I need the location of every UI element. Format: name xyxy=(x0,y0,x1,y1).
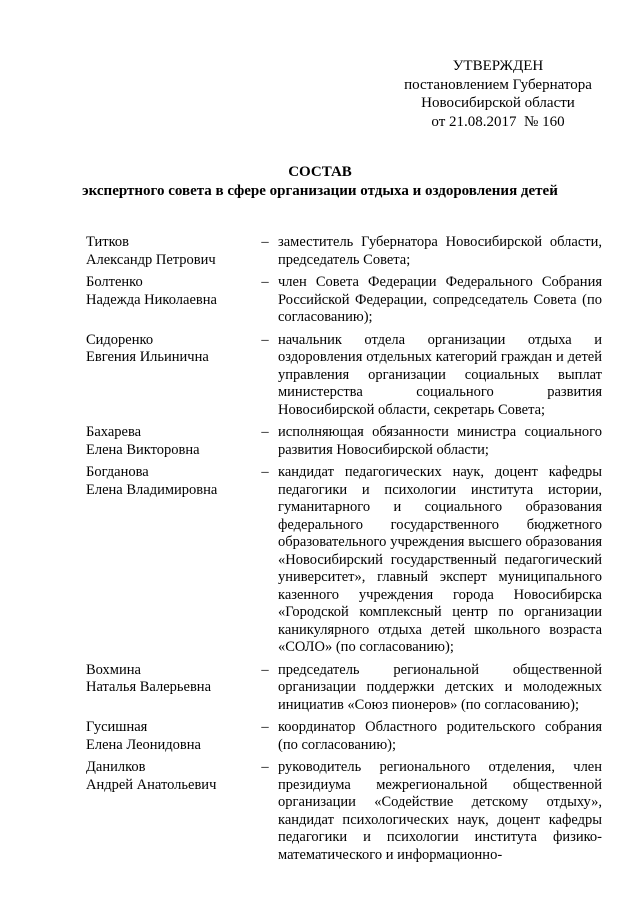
member-role: начальник отдела организации отдыха и оздоровления отдельных категорий граждан и детей управления организации социальных выплат министерства социального развития Новосибирской области, секретарь Совета; xyxy=(278,331,602,418)
document-title xyxy=(0,163,640,201)
member-role: кандидат педагогических наук, доцент кафедры педагогики и психологии института истории, гуманитарного и социального образования федерального государственного бюджетного образовательного учреждения высшего образования «Новосибирский государственный педагогический университет», главный эксперт муниципального казенного учреждения города Новосибирска «Городской комплексный центр по организации каникулярного отдыха детей школьного возраста «СОЛО» (по согласованию); xyxy=(278,464,602,655)
dash: – xyxy=(261,759,269,775)
member-role: исполняющая обязанности министра социального развития Новосибирской области; xyxy=(278,424,602,458)
member-given-name: Евгения Ильинична xyxy=(86,349,209,365)
member-surname: Вохмина xyxy=(86,661,141,678)
member-surname: Сидоренко xyxy=(86,331,154,348)
member-name xyxy=(86,234,256,269)
dash: – xyxy=(261,719,269,735)
member-row xyxy=(86,719,602,754)
member-name xyxy=(86,719,256,754)
member-given-name: Надежда Николаевна xyxy=(86,291,217,308)
member-role: координатор Областного родительского собрания (по согласованию); xyxy=(278,719,602,753)
member-given-name: Елена Леонидовна xyxy=(86,736,201,753)
title-heading: СОСТАВ xyxy=(288,164,352,180)
member-name xyxy=(86,464,256,657)
member-name xyxy=(86,759,256,864)
approval-line-4: от 21.08.2017 № 160 xyxy=(431,113,565,130)
approval-line-2: постановлением Губернатора xyxy=(404,76,592,93)
member-role: член Совета Федерации Федерального Собрания Российской Федерации, сопредседатель Совета (по согласованию); xyxy=(278,274,602,325)
member-given-name: Андрей Анатольевич xyxy=(86,776,217,793)
member-surname: Титков xyxy=(86,234,129,250)
members-list xyxy=(86,234,602,869)
dash: – xyxy=(261,234,269,250)
member-row xyxy=(86,234,602,269)
member-surname: Гусишная xyxy=(86,719,148,735)
member-name xyxy=(86,332,256,420)
dash: – xyxy=(261,464,269,480)
dash: – xyxy=(261,661,269,678)
approval-line-3: Новосибирской области xyxy=(421,95,575,111)
member-role: руководитель регионального отделения, член президиума межрегиональной общественной организации «Содействие детскому отдыху», кандидат психологических наук, доцент кафедры педагогики и психологии института физико-математического и информационно- xyxy=(278,759,602,863)
member-row xyxy=(86,759,602,864)
member-name xyxy=(86,662,256,715)
member-given-name: Елена Викторовна xyxy=(86,441,200,458)
member-name xyxy=(86,274,256,327)
member-surname: Болтенко xyxy=(86,274,143,290)
member-given-name: Елена Владимировна xyxy=(86,481,218,498)
member-row xyxy=(86,662,602,715)
dash: – xyxy=(261,424,269,440)
member-row xyxy=(86,274,602,327)
member-surname: Богданова xyxy=(86,464,149,480)
member-surname: Бахарева xyxy=(86,424,142,440)
dash: – xyxy=(261,331,269,348)
member-given-name: Александр Петрович xyxy=(86,251,216,268)
member-role: заместитель Губернатора Новосибирской области, председатель Совета; xyxy=(278,234,602,268)
member-row xyxy=(86,332,602,420)
dash: – xyxy=(261,274,269,290)
member-row xyxy=(86,464,602,657)
member-name xyxy=(86,424,256,459)
member-surname: Данилков xyxy=(86,759,146,775)
member-given-name: Наталья Валерьевна xyxy=(86,679,211,695)
title-subheading: экспертного совета в сфере организации отдыха и оздоровления детей xyxy=(82,183,558,199)
approval-line-1: УТВЕРЖДЕН xyxy=(452,58,544,74)
approval-stamp xyxy=(398,57,598,131)
member-row xyxy=(86,424,602,459)
member-role: председатель региональной общественной организации поддержки детских и молодежных инициатив «Союз пионеров» (по согласованию); xyxy=(278,661,602,713)
